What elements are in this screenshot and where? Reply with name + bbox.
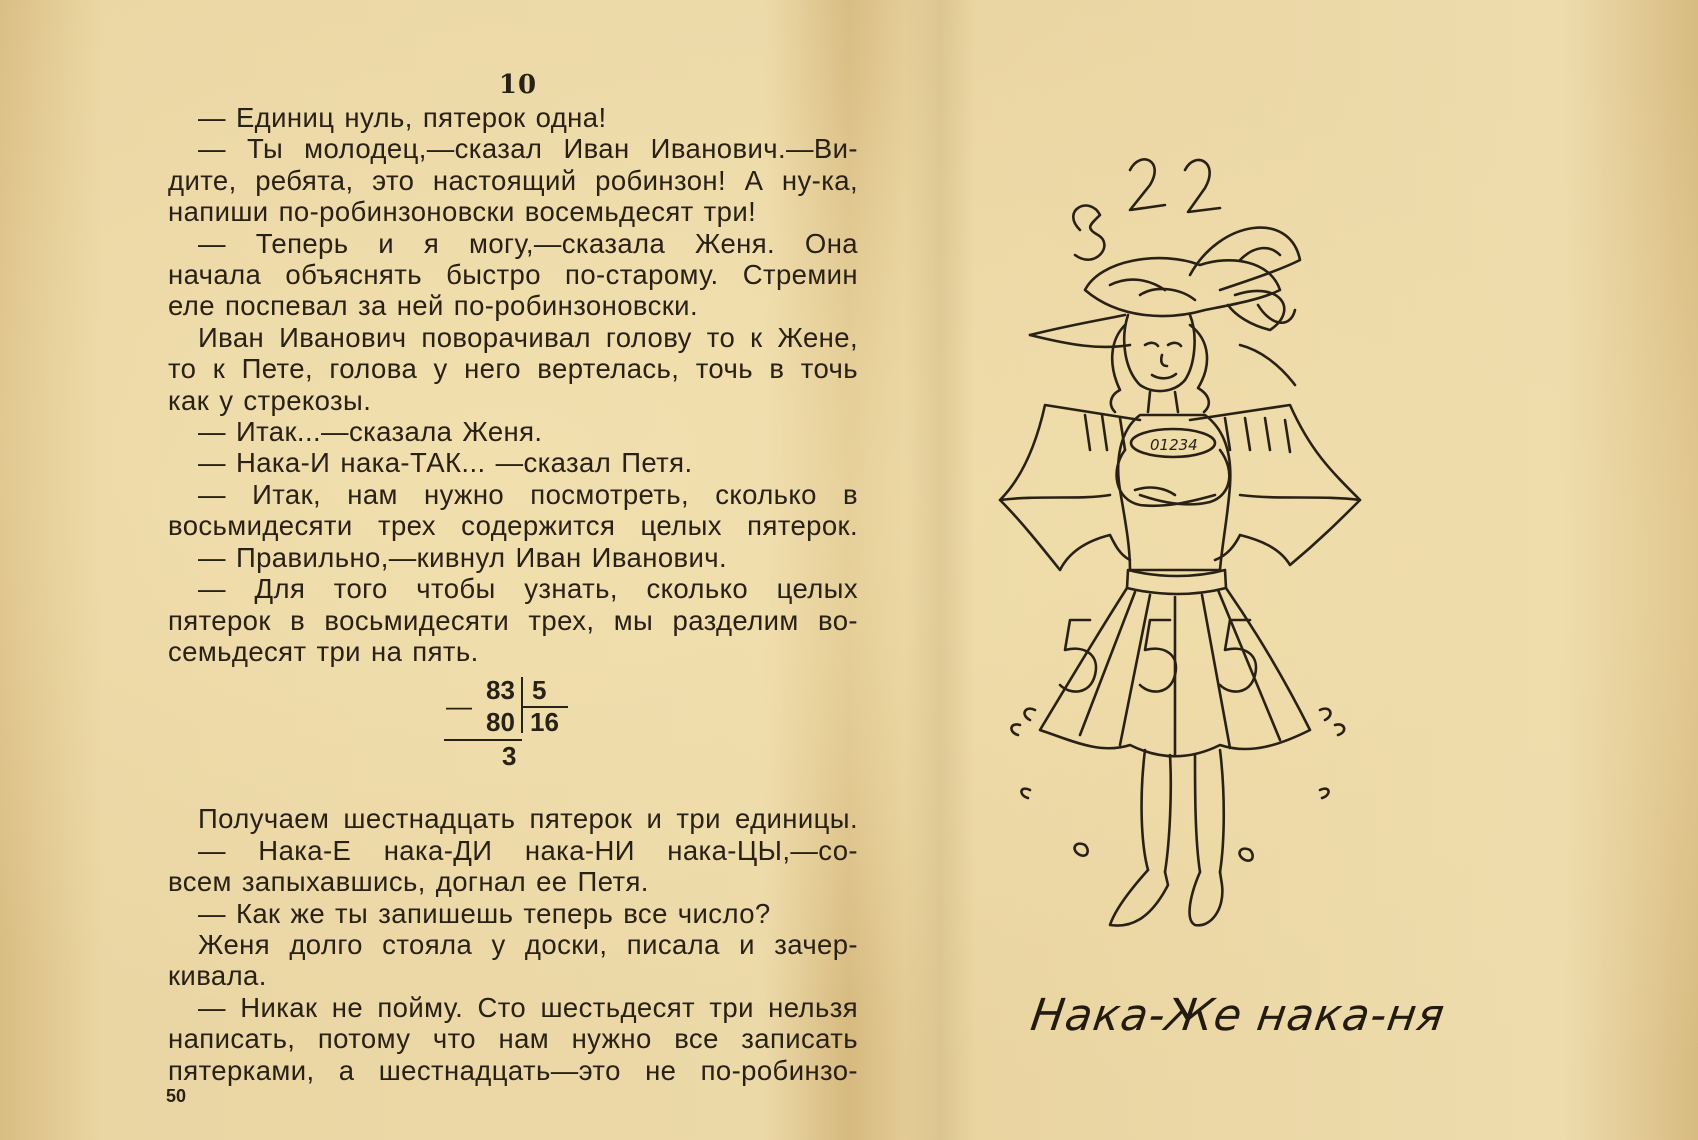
text-line: кивала.: [168, 960, 267, 992]
hat-number-2: [1130, 159, 1165, 210]
hat-number-2b: [1185, 160, 1220, 212]
skirt-number-5a: [1060, 620, 1096, 692]
left-boot: [1110, 870, 1168, 926]
right-leg: [1195, 750, 1224, 872]
long-division: [168, 675, 858, 795]
skirt-number-5c: [1220, 620, 1256, 692]
text-block-before: [168, 102, 858, 667]
hat: [1085, 258, 1280, 316]
division-quotient: 16: [530, 707, 559, 738]
division-subtrahend: 80: [486, 707, 515, 738]
text-line: — Правильно,—кивнул Иван Иванович.: [198, 541, 728, 573]
text-line: — Ты молодец,—сказал Иван Иванович.—Ви-: [198, 133, 858, 165]
text-block-after: [168, 803, 858, 1086]
text-line: дите, ребята, это настоящий робинзон! А ну-ка,: [168, 164, 858, 196]
hat-number-3c: [1258, 305, 1295, 323]
text-line: семьдесят три на пять.: [168, 635, 479, 667]
division-dividend: 83: [486, 675, 515, 706]
division-remainder: 3: [502, 741, 517, 772]
text-line: восьмидесяти трех содержится целых пятерок.: [168, 510, 858, 542]
illustration-caption: Нака-Же нака-ня: [1027, 990, 1449, 1041]
text-line: — Нака-И нака-ТАК... —сказал Петя.: [198, 447, 693, 479]
text-line: Женя долго стояла у доски, писала и зачер-: [198, 928, 858, 960]
text-line: пятерками, а шестнадцать—это не по-робинзо-: [168, 1054, 858, 1086]
division-minus-sign: —: [446, 691, 472, 722]
hat-number-3: [1073, 206, 1104, 260]
text-line: Получаем шестнадцать пятерок и три единицы.: [198, 803, 858, 835]
belt: [1127, 570, 1226, 594]
text-line: то к Пете, голова у него вертелась, точь в точь: [168, 353, 858, 385]
text-line: пятерок в восьмидесяти трех, мы разделим во-: [168, 604, 858, 636]
text-line: — Итак...—сказала Женя.: [198, 416, 543, 448]
text-line: всем запыхавшись, догнал ее Петя.: [168, 866, 649, 898]
left-leg: [1142, 750, 1171, 872]
text-line: — Теперь и я могу,—сказала Женя. Она: [198, 227, 858, 259]
wing-numbers-left: [1085, 415, 1125, 450]
text-line: — Нака-Е нака-ДИ нака-НИ нака-ЦЫ,—со-: [198, 834, 858, 866]
text-line: — Никак не пойму. Сто шестьдесят три нельзя: [198, 991, 858, 1023]
right-wing: [1190, 405, 1360, 500]
text-line: написать, потому что нам нужно все записать: [168, 1023, 858, 1055]
division-bar-vertical: [521, 677, 523, 733]
text-line: — Итак, нам нужно посмотреть, сколько в: [198, 478, 858, 510]
dragonfly-girl-illustration: [990, 150, 1490, 970]
text-line: — Единиц нуль, пятерок одна!: [198, 102, 607, 133]
division-divisor: 5: [532, 675, 547, 706]
right-boot: [1190, 872, 1223, 925]
bib-digits: 01234: [1150, 436, 1198, 454]
chapter-number: 10: [498, 70, 538, 100]
wing-numbers-right: [1225, 418, 1290, 452]
face: [1124, 315, 1194, 391]
text-line: Иван Иванович поворачивал голову то к Жене,: [198, 321, 858, 353]
text-line: начала объяснять быстро по-старому. Стремин: [168, 259, 858, 291]
text-line: — Как же ты запишешь теперь все число?: [198, 897, 771, 929]
page-number: 50: [166, 1086, 187, 1106]
text-line: как у стрекозы.: [168, 384, 372, 416]
left-page: [168, 68, 858, 1086]
skirt-number-5b: [1140, 620, 1176, 692]
text-line: — Для того чтобы узнать, сколько целых: [198, 573, 858, 605]
text-line: напиши по-робинзоновски восемьдесят три!: [168, 196, 757, 228]
page-gutter: [905, 0, 975, 1140]
text-line: еле поспевал за ней по-робинзоновски.: [168, 290, 698, 322]
